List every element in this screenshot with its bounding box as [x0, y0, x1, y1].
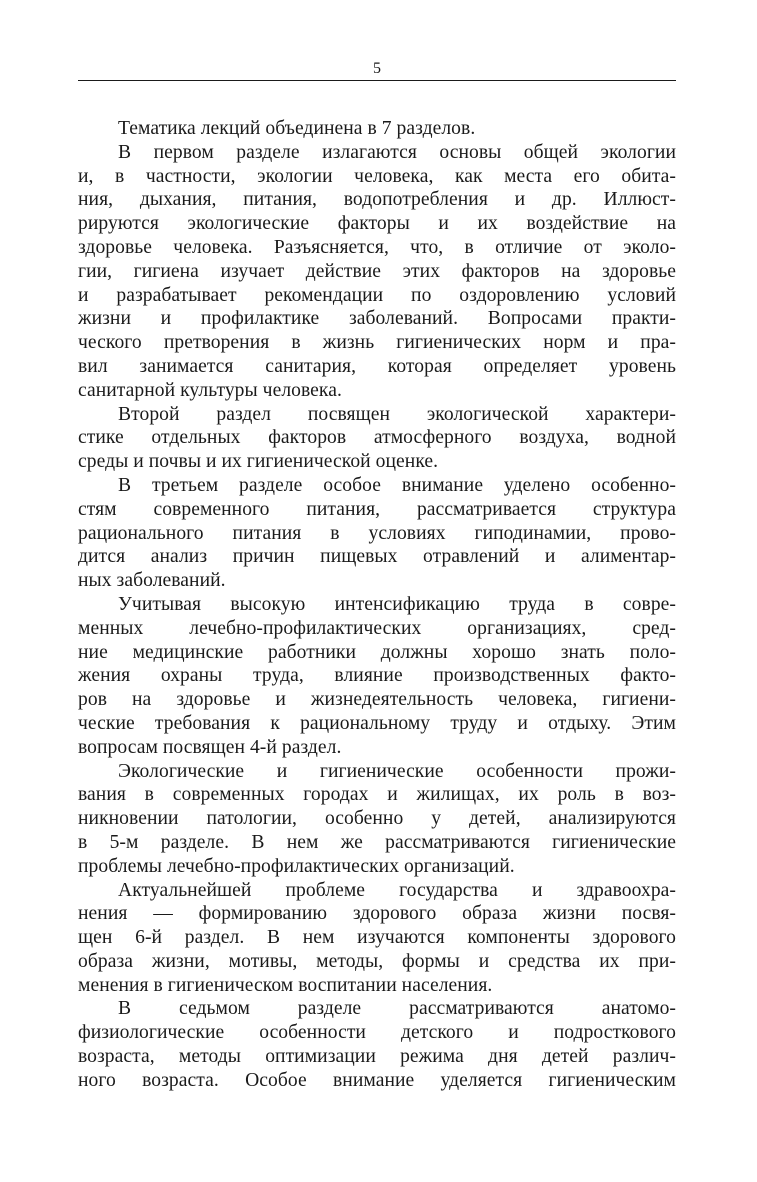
- text-line: гии, гигиена изучает действие этих факторов на здоровье: [78, 260, 676, 282]
- text-line: ния, дыхания, питания, водопотребления и др. Иллюст-: [78, 189, 676, 211]
- text-line: менения в гигиеническом воспитании населения.: [78, 974, 493, 996]
- page-number: 5: [373, 60, 381, 77]
- text-line: жизни и профилактике заболеваний. Вопросами практи-: [78, 308, 676, 330]
- text-line: ров на здоровье и жизнедеятельность человека, гигиени-: [78, 689, 676, 711]
- text-line: Второй раздел посвящен экологической характери-: [118, 403, 676, 425]
- text-line: в 5-м разделе. В нем же рассматриваются гигиенические: [78, 831, 676, 853]
- text-line: Актуальнейшей проблеме государства и здравоохра-: [118, 879, 676, 901]
- text-line: Тематика лекций объединена в 7 разделов.: [118, 118, 476, 139]
- text-line: дится анализ причин пищевых отравлений и алиментар-: [78, 546, 676, 568]
- text-line: жения охраны труда, влияние производственных факто-: [78, 665, 676, 687]
- text-line: В третьем разделе особое внимание уделено особенно-: [118, 474, 676, 496]
- text-line: щен 6-й раздел. В нем изучаются компоненты здорового: [78, 927, 676, 949]
- text-line: вопросам посвящен 4-й раздел.: [78, 736, 342, 758]
- text-line: ческие требования к рациональному труду и отдыху. Этим: [78, 712, 676, 734]
- body-text: [78, 117, 676, 1093]
- text-line: стике отдельных факторов атмосферного воздуха, водной: [78, 427, 676, 449]
- text-line: вания в современных городах и жилищах, их роль в воз-: [78, 784, 676, 806]
- text-line: ного возраста. Особое внимание уделяется гигиеническим: [78, 1069, 676, 1091]
- text-line: никновении патологии, особенно у детей, анализируются: [78, 808, 676, 830]
- text-line: санитарной культуры человека.: [78, 379, 342, 401]
- text-line: В первом разделе излагаются основы общей экологии: [118, 141, 676, 163]
- text-line: возраста, методы оптимизации режима дня детей различ-: [78, 1046, 676, 1068]
- text-line: стям современного питания, рассматривается структура: [78, 498, 676, 520]
- text-line: проблемы лечебно-профилактических организаций.: [78, 855, 515, 877]
- text-line: и, в частности, экологии человека, как места его обита-: [78, 165, 676, 187]
- text-line: Экологические и гигиенические особенности прожи-: [118, 760, 676, 782]
- text-line: менных лечебно-профилактических организациях, сред-: [78, 617, 676, 639]
- text-line: вил занимается санитария, которая определяет уровень: [78, 355, 676, 377]
- text-line: здоровье человека. Разъясняется, что, в отличие от эколо-: [78, 236, 676, 258]
- header-rule: [78, 80, 676, 81]
- text-line: ческого претворения в жизнь гигиенических норм и пра-: [78, 332, 676, 354]
- text-line: образа жизни, мотивы, методы, формы и средства их при-: [78, 950, 676, 972]
- text-line: Учитывая высокую интенсификацию труда в совре-: [118, 593, 676, 615]
- text-line: рационального питания в условиях гиподинамии, прово-: [78, 522, 676, 544]
- text-line: рируются экологические факторы и их воздействие на: [78, 213, 676, 235]
- text-line: ных заболеваний.: [78, 570, 226, 592]
- text-line: В седьмом разделе рассматриваются анатомо-: [118, 998, 676, 1020]
- text-line: физиологические особенности детского и подросткового: [78, 1022, 676, 1044]
- text-line: среды и почвы и их гигиенической оценке.: [78, 451, 439, 473]
- text-line: ние медицинские работники должны хорошо знать поло-: [78, 641, 676, 663]
- text-line: нения — формированию здорового образа жизни посвя-: [78, 903, 676, 925]
- book-page: [78, 0, 676, 1182]
- text-line: и разрабатывает рекомендации по оздоровлению условий: [78, 284, 676, 306]
